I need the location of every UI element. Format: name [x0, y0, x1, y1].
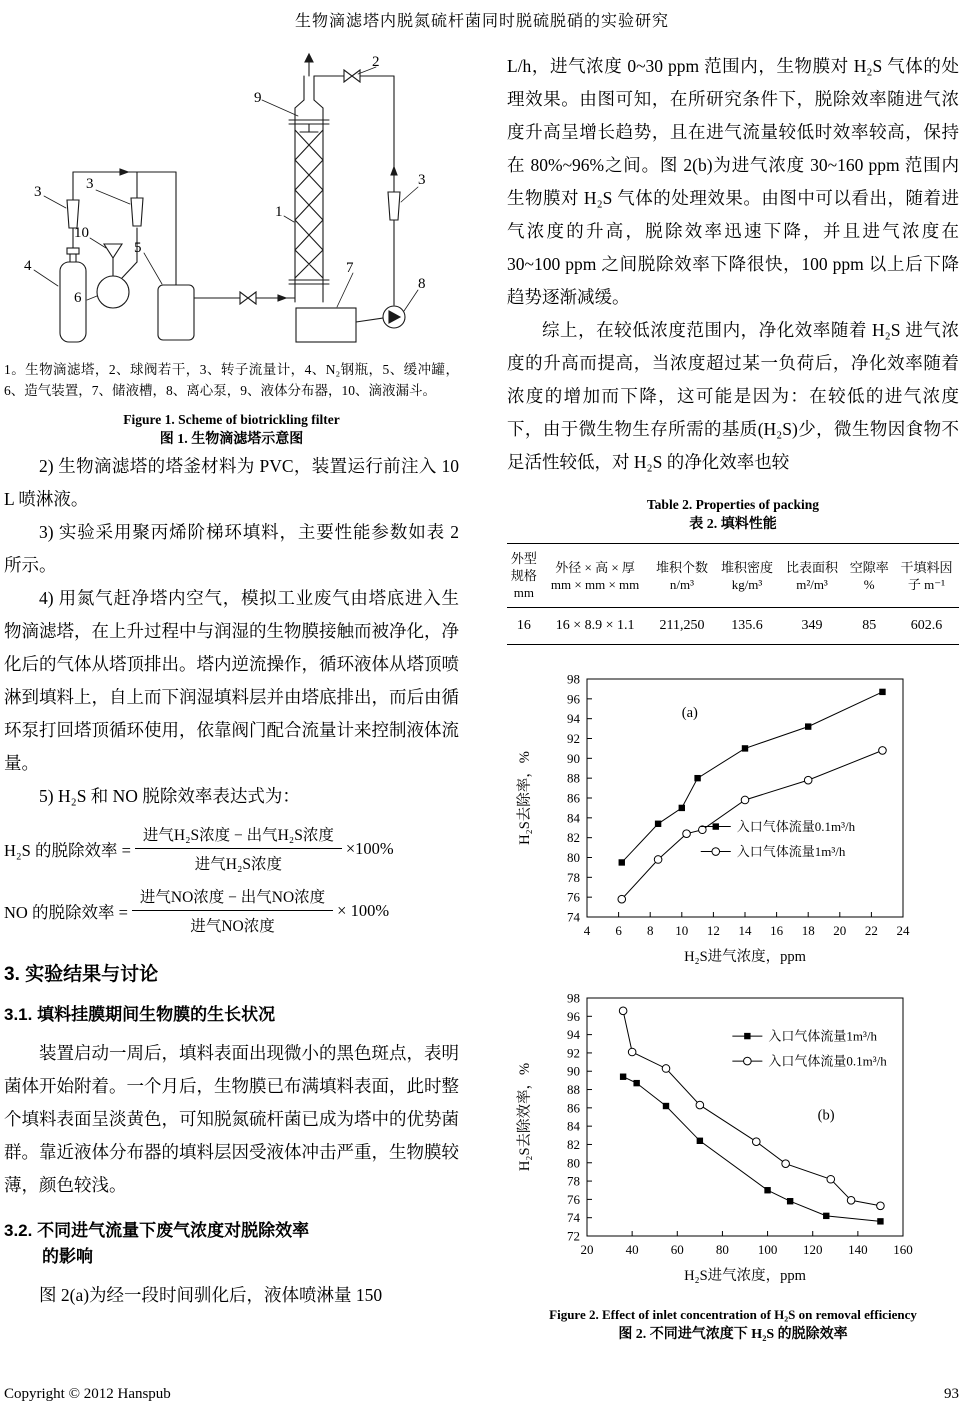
legend-label: 入口气体流量1m³/h	[736, 844, 846, 860]
diagram-label: 4	[24, 258, 32, 274]
dropping-funnel-icon	[104, 244, 122, 258]
diagram-label: 8	[418, 276, 426, 292]
x-axis-label: H₂S进气浓度，ppm	[684, 949, 806, 965]
diagram-label: 1	[275, 204, 283, 220]
y-tick-label: 94	[567, 1027, 580, 1043]
y-axis-label: H₂S去除效率，%	[517, 1062, 533, 1172]
table-cell: 211,250	[659, 618, 705, 633]
formula-rhs: × 100%	[337, 900, 390, 920]
buffer-tank	[158, 285, 295, 340]
formula-fraction	[132, 884, 333, 937]
table-header-cell	[715, 544, 780, 608]
paragraph-item-4: 4) 用氮气赶净塔内空气，模拟工业废气由塔底进入生物滴滤塔，在上升过程中与润湿的生物膜接触而被净化，净化后的气体从塔顶排出。塔内逆流操作，循环液体从塔顶喷淋到填料上，自上而下润湿填料层并由塔底排出，而后由循环泵打回塔顶循环使用，依靠阀门配合流量计来控制液体流量。	[4, 588, 459, 773]
header-line: 规格	[510, 568, 537, 583]
table-header-cell	[894, 544, 959, 608]
legend-label: 入口气体流量0.1m³/h	[736, 819, 856, 835]
panel-label: (a)	[681, 705, 698, 722]
formula-fraction	[135, 822, 342, 875]
table-header-cell	[649, 544, 714, 608]
y-tick-label: 98	[567, 990, 580, 1006]
right-column	[507, 50, 959, 1345]
y-tick-label: 76	[567, 1191, 580, 1207]
x-tick-label: 6	[615, 923, 622, 938]
figure1-caption-en: Figure 1. Scheme of biotrickling filter	[123, 412, 340, 427]
y-axis-label: H₂S去除率，%	[517, 751, 533, 845]
x-tick-label: 8	[646, 923, 654, 938]
y-tick-label: 88	[567, 1082, 580, 1098]
x-tick-label: 40	[625, 1242, 639, 1257]
chart-series-0	[620, 1074, 884, 1225]
diagram-label: 5	[134, 240, 142, 256]
y-tick-label: 96	[567, 1008, 580, 1024]
chart-legend	[701, 819, 856, 859]
y-tick-label: 82	[567, 1136, 580, 1152]
x-tick-label: 20	[833, 923, 847, 938]
chart-series-0	[619, 689, 886, 866]
paragraph-item-2: 2) 生物滴滤塔的塔釜材料为 PVC，装置运行前注入 10 L 喷淋液。	[4, 456, 459, 509]
y-tick-label: 74	[567, 1210, 580, 1226]
left-column	[4, 50, 459, 1312]
table-header-cell	[780, 544, 845, 608]
x-tick-label: 4	[583, 923, 591, 938]
table-cell: 602.6	[910, 618, 943, 633]
section-3-2-line2: 的影响	[42, 1247, 93, 1266]
header-line: n/m³	[669, 576, 695, 592]
legend-label: 入口气体流量0.1m³/h	[768, 1053, 887, 1069]
y-tick-label: 90	[567, 750, 580, 766]
chart-a	[509, 669, 949, 971]
formula-numerator: 进气H₂S浓度 − 出气H₂S浓度	[135, 822, 342, 849]
legend-label: 入口气体流量1m³/h	[768, 1028, 877, 1044]
formula-lhs: NO 的脱除效率 =	[4, 902, 128, 922]
packing-properties-table	[507, 543, 959, 645]
diagram-label: 3	[86, 176, 94, 192]
diagram-label: 6	[74, 290, 82, 306]
y-tick-label: 78	[567, 1173, 580, 1189]
valve-icon	[344, 70, 360, 82]
x-tick-label: 10	[675, 923, 689, 938]
y-tick-label: 74	[567, 909, 580, 925]
header-line: m²/m³	[796, 576, 828, 592]
x-axis-label: H₂S进气浓度，ppm	[684, 1268, 806, 1284]
header-line: kg/m³	[731, 576, 763, 592]
chart-legend	[732, 1029, 887, 1069]
header-line: mm × mm × mm	[550, 576, 640, 592]
y-tick-label: 80	[567, 850, 580, 865]
paragraph-item-3: 3) 实验采用聚丙烯阶梯环填料，主要性能参数如表 2 所示。	[4, 522, 459, 575]
paragraph-results-2: 综上，在较低浓度范围内，净化效率随着 H₂S 进气浓度的升高而提高，当浓度超过某一负荷后，净化效率随着浓度的增加而下降，这可能是因为：在较低的进气浓度下，由于微生物生存所需的基质(H₂S)少，微生物因食物不足活性较低，对 H₂S 的净化效率也较	[507, 320, 959, 472]
gas-generator-flask	[97, 228, 137, 308]
valve-icon	[240, 292, 256, 304]
figure2-caption-en: Figure 2. Effect of inlet concentration of H₂S on removal efficiency	[549, 1307, 917, 1322]
table2-caption-zh: 表 2. 填料性能	[689, 517, 777, 532]
paragraph-results-1: L/h，进气浓度 0~30 ppm 范围内，生物膜对 H₂S 气体的处理效果。由图可知，在所研究条件下，脱除效率随进气浓度升高呈增长趋势，且在进气流量较低时效率较高，保持在 80%~96%之间。图 2(b)为进气浓度 30~160 ppm 范围内生物膜对 H₂S 气体的处理效果。由图中可以看出，随着进气浓度的升高，脱除效率迅速下降，并且进气浓度在 30~100 ppm 之间脱除效率下降很快，100 ppm 以上后下降趋势逐渐减缓。	[507, 56, 959, 307]
x-tick-label: 16	[770, 923, 784, 938]
formula-numerator: 进气NO浓度 − 出气NO浓度	[132, 884, 333, 911]
paragraph-biofilm-growth: 装置启动一周后，填料表面出现微小的黑色斑点，表明菌体开始附着。一个月后，生物膜已布满填料表面，此时整个填料表面呈淡黄色，可知脱氮硫杆菌已成为塔中的优势菌群。靠近液体分布器的填料层因受液体冲击严重，生物膜较薄，颜色较浅。	[4, 1043, 459, 1195]
liquid-distributor	[300, 124, 318, 132]
formula-denominator: 进气NO浓度	[190, 918, 275, 935]
page-number: 93	[944, 1386, 959, 1402]
copyright-text: Copyright © 2012 Hanspub	[4, 1386, 171, 1402]
section-3-2-line1: 3.2. 不同进气流量下废气浓度对脱除效率	[4, 1221, 310, 1240]
x-tick-label: 60	[670, 1242, 684, 1257]
table-header-cell	[541, 544, 650, 608]
table-cell: 349	[801, 618, 823, 633]
x-tick-label: 80	[715, 1242, 729, 1257]
paragraph-item-5: 5) H₂S 和 NO 脱除效率表达式为：	[39, 786, 300, 806]
biotrickling-column	[289, 76, 329, 302]
formula-no-efficiency	[4, 884, 459, 937]
n2-cylinder	[60, 172, 86, 342]
x-tick-label: 22	[864, 923, 878, 938]
table2-caption-en: Table 2. Properties of packing	[646, 497, 820, 512]
table-header-cell	[845, 544, 894, 608]
section-3-2-heading	[4, 1218, 459, 1270]
y-tick-label: 84	[567, 810, 580, 826]
header-line: 外型	[510, 551, 537, 566]
section-3-1-heading: 3.1. 填料挂膜期间生物膜的生长状况	[4, 1005, 276, 1024]
formula-lhs: H₂S 的脱除效率 =	[4, 840, 131, 860]
header-line: mm	[513, 585, 534, 600]
y-tick-label: 92	[567, 1045, 580, 1061]
header-line: 子 m⁻¹	[907, 576, 946, 592]
y-tick-label: 78	[567, 869, 580, 885]
x-tick-label: 18	[801, 923, 815, 938]
header-line: 干填料因	[900, 559, 953, 575]
diagram-label: 2	[372, 54, 380, 70]
figure1-number-labels	[24, 54, 426, 306]
y-tick-label: 92	[567, 731, 580, 746]
diagram-label: 10	[74, 225, 89, 241]
y-tick-label: 98	[567, 671, 580, 687]
y-tick-label: 72	[567, 1228, 580, 1244]
x-tick-label: 20	[580, 1242, 594, 1257]
diagram-label: 3	[34, 184, 42, 200]
diagram-label: 7	[346, 260, 354, 276]
formula-denominator: 进气H₂S浓度	[194, 856, 282, 873]
table-row	[507, 608, 959, 645]
y-tick-label: 86	[567, 1100, 580, 1116]
formula-rhs: ×100%	[345, 838, 394, 858]
header-line: 堆积个数	[655, 559, 708, 575]
diagram-label: 9	[254, 90, 262, 106]
x-tick-label: 14	[738, 923, 752, 938]
section-3-heading: 3. 实验结果与讨论	[4, 964, 159, 985]
header-line: %	[863, 576, 875, 592]
header-line: 堆积密度	[721, 559, 774, 575]
table-header-cell	[507, 544, 541, 608]
figure2-caption-zh: 图 2. 不同进气浓度下 H₂S 的脱除效率	[618, 1327, 848, 1342]
header-line: 比表面积	[786, 559, 839, 575]
y-tick-label: 76	[567, 889, 580, 905]
storage-tank	[296, 308, 383, 342]
table-cell: 16 × 8.9 × 1.1	[555, 618, 635, 633]
table2-caption	[507, 495, 959, 535]
y-tick-label: 86	[567, 790, 580, 806]
x-tick-label: 12	[706, 923, 720, 938]
panel-label: (b)	[817, 1107, 835, 1124]
page-footer	[4, 1386, 959, 1403]
figure1-component-list: 1。生物滴滤塔，2、球阀若干，3、转子流量计，4、N₂钢瓶，5、缓冲罐，6、造气装置，7、储液槽，8、离心泵，9、液体分布器，10、滴液漏斗。	[4, 362, 459, 398]
figure1-caption	[4, 410, 459, 450]
x-tick-label: 120	[802, 1242, 823, 1257]
figure1-caption-zh: 图 1. 生物滴滤塔示意图	[159, 432, 304, 447]
page-header-title: 生物滴滤塔内脱氮硫杆菌同时脱硫脱硝的实验研究	[294, 13, 669, 30]
formula-h2s-efficiency	[4, 822, 459, 875]
x-tick-label: 140	[848, 1242, 868, 1257]
rotameter-right-icon	[388, 192, 400, 220]
y-tick-label: 88	[567, 770, 580, 786]
rotameter-left2-icon	[131, 198, 143, 226]
x-tick-label: 100	[757, 1242, 778, 1257]
chart-a-wrapper	[509, 669, 959, 976]
diagram-label: 3	[418, 172, 426, 188]
paragraph-3-2-intro: 图 2(a)为经一段时间驯化后，液体喷淋量 150	[39, 1285, 383, 1305]
pump-icon	[383, 306, 405, 328]
header-line: 空隙率	[849, 559, 889, 575]
figure1-diagram	[4, 50, 459, 350]
y-tick-label: 96	[567, 691, 580, 707]
header-line: 外径 × 高 × 厚	[555, 559, 635, 575]
rotameter-left1-icon	[67, 200, 79, 228]
chart-b	[509, 988, 949, 1290]
y-tick-label: 80	[567, 1155, 580, 1171]
table-cell: 16	[516, 618, 531, 633]
table-header-row	[507, 544, 959, 608]
x-tick-label: 160	[893, 1242, 913, 1257]
figure2-caption	[507, 1305, 959, 1345]
y-tick-label: 84	[567, 1118, 580, 1134]
x-tick-label: 24	[896, 923, 910, 938]
table-cell: 135.6	[731, 618, 763, 633]
y-tick-label: 90	[567, 1063, 580, 1079]
table-cell: 85	[862, 618, 877, 633]
y-tick-label: 94	[567, 711, 580, 727]
chart-b-wrapper	[509, 988, 959, 1295]
y-tick-label: 82	[567, 830, 580, 846]
